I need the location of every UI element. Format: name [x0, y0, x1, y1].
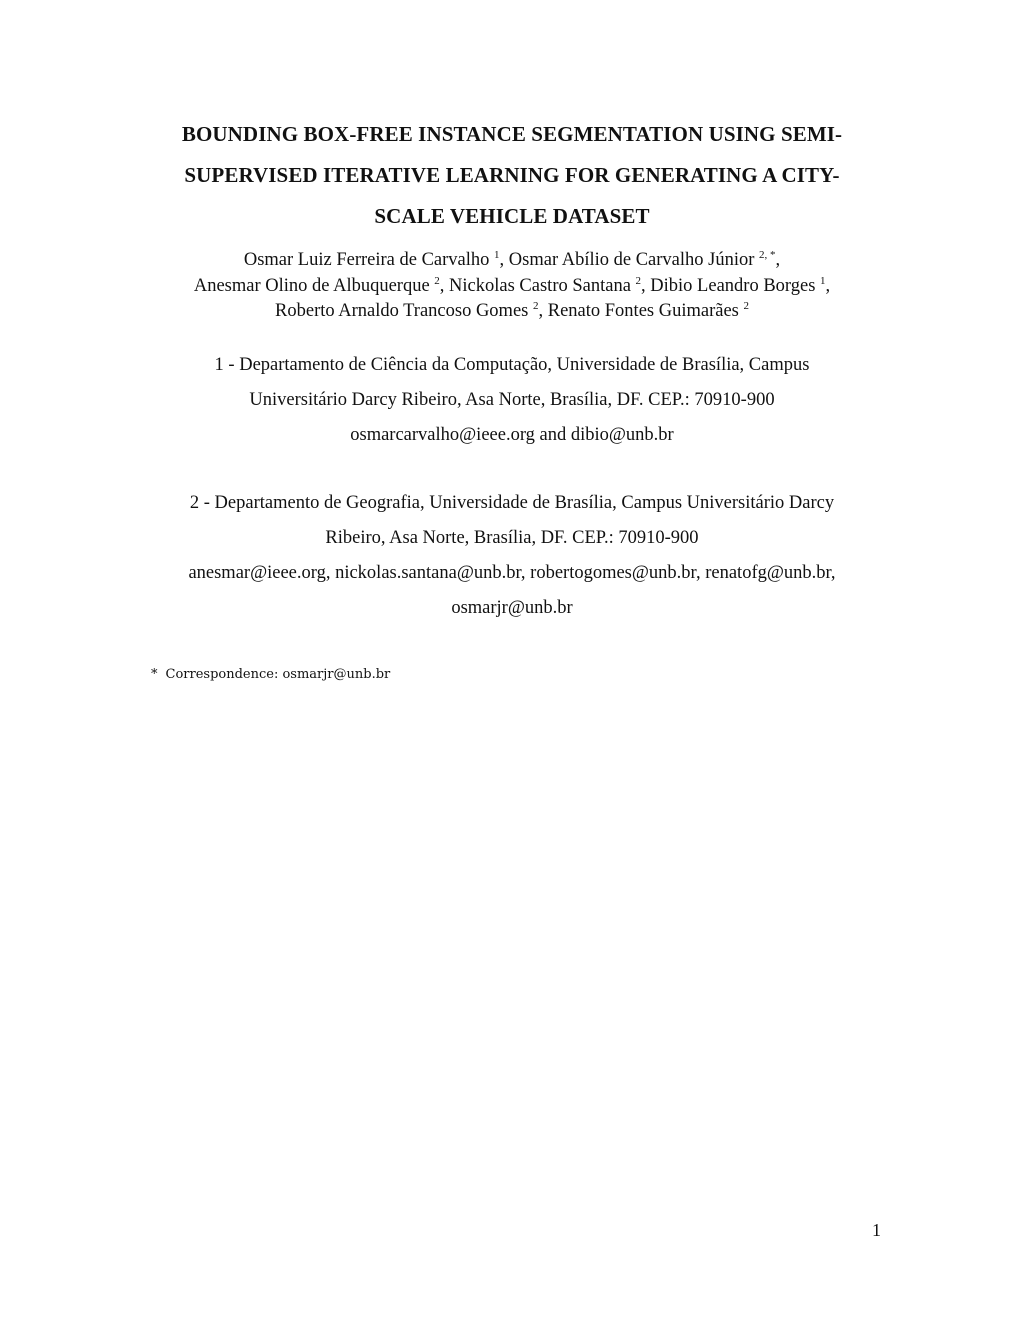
author-name: Roberto Arnaldo Trancoso Gomes [275, 301, 533, 321]
affiliation-2 [100, 486, 924, 626]
affiliation-emails: osmarcarvalho@ieee.org and dibio@unb.br [350, 425, 674, 445]
author-name: , Renato Fontes Guimarães [538, 301, 744, 321]
affiliation-marker: 2 [743, 300, 749, 312]
footnote-marker: * [151, 667, 158, 682]
affiliation-line: Ribeiro, Asa Norte, Brasília, DF. CEP.: 70910-900 [325, 528, 699, 548]
author-line [100, 249, 924, 275]
affiliation-1 [100, 348, 924, 453]
author-name: Anesmar Olino de Albuquerque [193, 275, 435, 296]
author-list [100, 249, 924, 326]
affiliation-emails: anesmar@ieee.org, nickolas.santana@unb.br, robertogomes@unb.br, renatofg@unb.br, [188, 563, 836, 583]
author-name: , Nickolas Castro Santana [439, 275, 636, 296]
paper-title [100, 114, 924, 237]
affiliation-marker: 2, * [759, 249, 776, 261]
affiliation-marker: 2 [635, 274, 642, 287]
title-line: SCALE VEHICLE DATASET [374, 204, 650, 228]
author-line [100, 300, 924, 326]
affiliation-line: 2 - Departamento de Geografia, Universidade de Brasília, Campus Universitário Darcy [189, 493, 835, 513]
author-name: , Osmar Abílio de Carvalho Júnior [499, 250, 760, 270]
author-line [100, 275, 924, 301]
affiliation-line: Universitário Darcy Ribeiro, Asa Norte, Brasília, DF. CEP.: 70910-900 [249, 390, 775, 410]
title-line: BOUNDING BOX-FREE INSTANCE SEGMENTATION USING SEMI- [181, 122, 843, 146]
title-line: SUPERVISED ITERATIVE LEARNING FOR GENERATING A CITY- [184, 163, 840, 187]
affiliation-marker: 1 [494, 249, 500, 261]
affiliation-marker: 2 [434, 274, 440, 287]
affiliation-emails: osmarjr@unb.br [451, 598, 573, 618]
affiliation-line: 1 - Departamento de Ciência da Computação, Universidade de Brasília, Campus [214, 355, 810, 375]
correspondence-note [151, 666, 390, 684]
author-name: Osmar Luiz Ferreira de Carvalho [243, 250, 495, 270]
correspondence-text: Correspondence: osmarjr@unb.br [165, 667, 391, 682]
separator: , [825, 275, 831, 296]
separator: , [775, 250, 781, 270]
affiliation-marker: 2 [532, 300, 539, 312]
affiliation-marker: 1 [820, 274, 826, 287]
author-name: , Dibio Leandro Borges [641, 275, 821, 296]
page-number: 1 [872, 1220, 881, 1240]
